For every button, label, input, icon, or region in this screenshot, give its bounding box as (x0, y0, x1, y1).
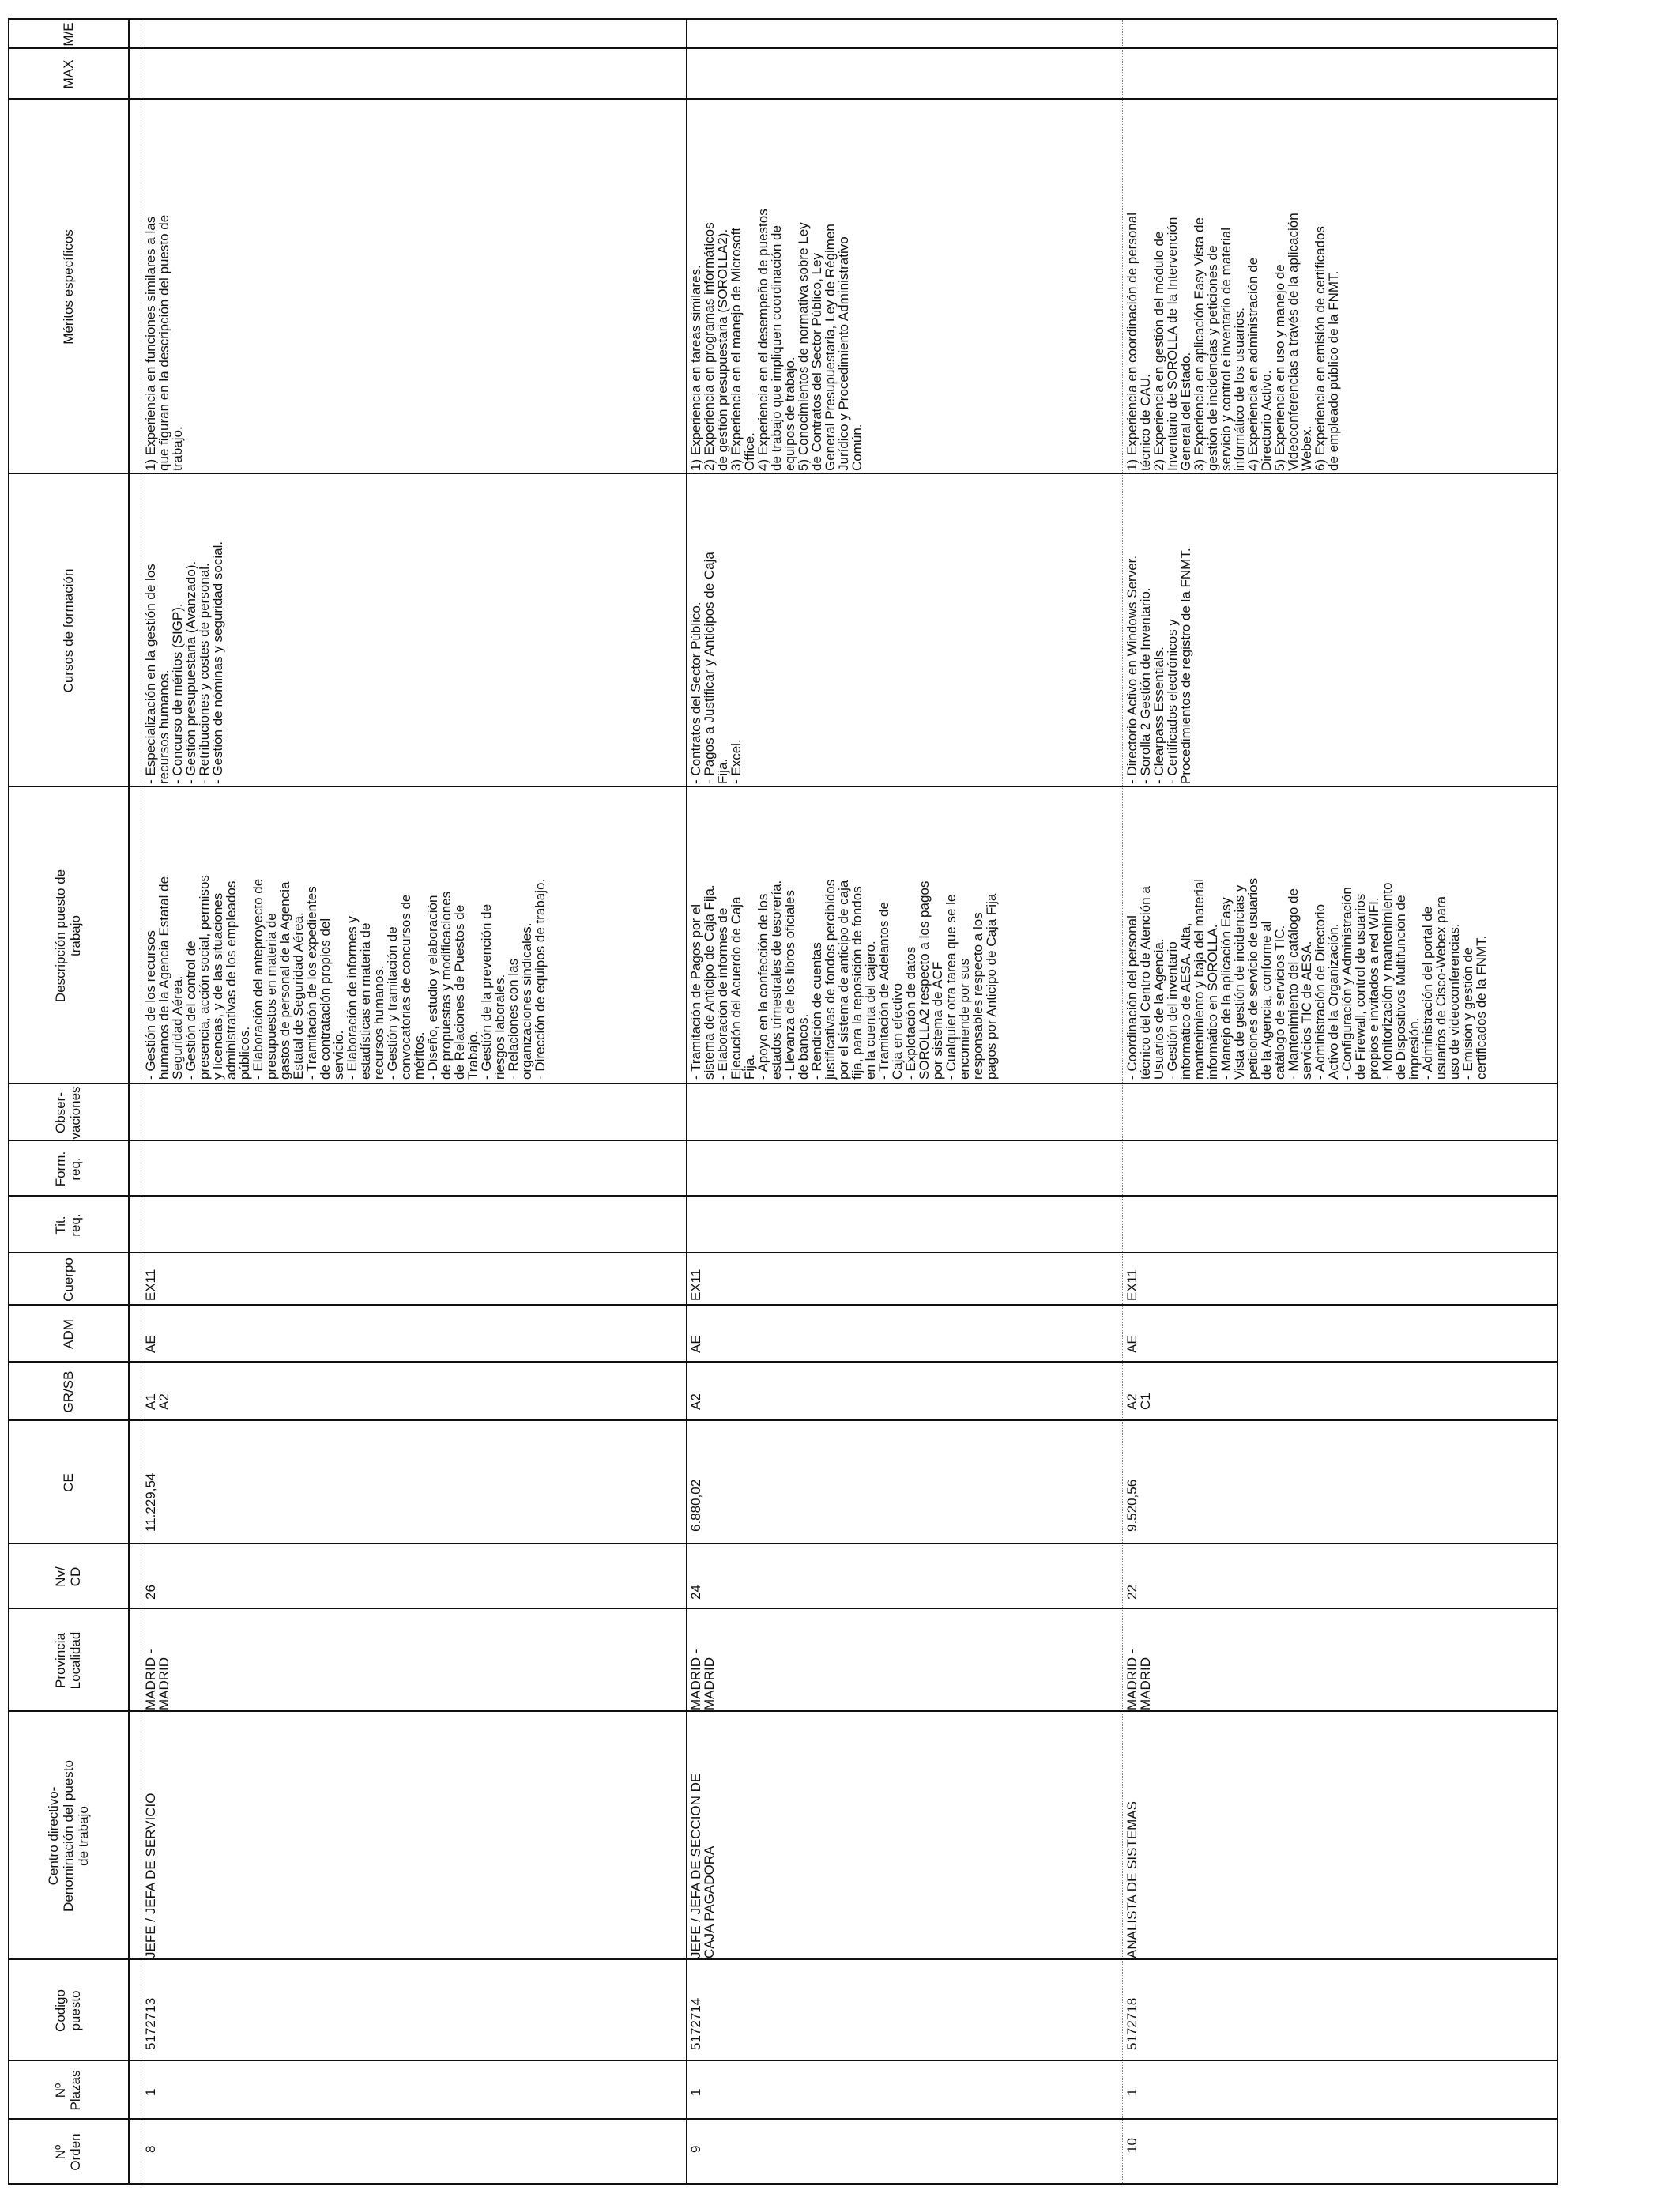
col-border (8, 1710, 1557, 1712)
header-orden: Nº Orden (53, 2133, 83, 2171)
col-border (8, 1419, 1557, 1421)
cell-cuerpo: EX11 (1124, 1269, 1139, 1301)
header-cuerpo: Cuerpo (60, 1257, 76, 1302)
cell-provincia: MADRID - MADRID (143, 1649, 171, 1710)
col-border (8, 1195, 1557, 1197)
header-observaciones: Obser- vaciones (53, 1086, 83, 1140)
cell-descripcion: - Tramitación de Pagos por el sistema de Anticipo de Caja Fija. - Elaboración de informes de Ejecución del Acuerdo de Caja Fija. - Apoyo en la confección de los estados trimestrales de tesorería. - Llevanza de los libros oficiales de bancos. - Rendición de cuentas justificativas de fondos percibidos por el sistema de anticipo de caja fija, para la reposición de fondos en la cuenta del cajero. - Tramitación de Adelantos de Caja en efectivo - Explotación de datos SOROLLA2 respecto a los pagos por sistema de ACF - Cualquier otra tarea que se le encomiende por sus responsables respecto a los pagos por Anticipo de Caja Fija (688, 879, 999, 1080)
col-border (8, 18, 1557, 20)
header-grupo: GR/SB (60, 1370, 76, 1413)
col-border (8, 473, 1557, 474)
header-ce: CE (60, 1473, 76, 1492)
cell-cursos: - Especialización en la gestión de los recursos humanos. - Concurso de méritos (SIGP). - Gestión presupuestaria (Avanzado). - Retribuciones y costes de personal. - Gestión de nóminas y seguridad social. (143, 541, 225, 784)
col-border (8, 1608, 1557, 1609)
col-border (8, 1361, 1557, 1363)
header-descripcion: Descripción puesto de trabajo (53, 869, 83, 1003)
col-border (8, 2118, 1557, 2120)
header-formacion: Form. req. (53, 1151, 83, 1187)
cell-codigo: 5172714 (688, 1997, 703, 2050)
header-cursos: Cursos de formación (60, 568, 76, 693)
col-border (8, 2183, 1557, 2185)
cell-meritos: 1) Experiencia en coordinación de personal técnico de CAU. 2) Experiencia en gestión del módulo de Inventario de SOROLLA de la Intervención General del Estado. 3) Experiencia en aplicación Easy Vista de gestión de incidencias y peticiones de servicio y control e inventario de material informático de los usuarios. 4) Experiencia en administración de Directorio Activo. 5) Experiencia en uso y manejo de Videoconferencias a través de la aplicación Webex. 6) Experiencia en emisión de certificados de empleado público de la FNMT. (1124, 213, 1341, 471)
col-border (8, 786, 1557, 787)
table-bottom-border (1557, 20, 1558, 2185)
cell-nivel: 24 (688, 1585, 703, 1600)
cell-cursos: - Directorio Activo en Windows Server. - Sorolla 2 Gestión de Inventario. - Clearpass Essentials. - Certificados electrónicos y Procedimientos de registro de la FNMT. (1124, 548, 1193, 784)
cell-nivel: 26 (143, 1585, 158, 1600)
row-separator (686, 20, 687, 2185)
cell-orden: 9 (688, 2145, 703, 2153)
header-centro: Centro directivo- Denominación del puesto de trabajo (45, 1760, 91, 1912)
cell-grupo: A2 (688, 1393, 703, 1410)
cell-grupo: A1 A2 (143, 1393, 171, 1410)
header-titulacion: Tit. req. (53, 1213, 83, 1237)
col-border (8, 1543, 1557, 1544)
cell-centro: JEFE / JEFA DE SERVICIO (143, 1793, 158, 1958)
col-border (8, 1083, 1557, 1084)
cell-meritos: 1) Experiencia en funciones similares a las que figuran en la descripción del puesto de trabajo. (143, 214, 185, 471)
col-border (8, 1140, 1557, 1141)
cell-cursos: - Contratos del Sector Público. - Pagos a Justificar y Anticipos de Caja Fija. - Excel. (688, 552, 744, 784)
header-me: M/E (60, 22, 76, 47)
cell-codigo: 5172718 (1124, 1997, 1139, 2050)
cell-descripcion: - Gestión de los recursos humanos de la Agencia Estatal de Seguridad Aérea. - Gestión del control de presencia, acción social, permisos y licencias, y de las situaciones administrativas de los empleados públicos. - Elaboración del anteproyecto de presupuestos en materia de gastos de personal de la Agencia Estatal de Seguridad Aérea. - Tramitación de los expedientes de contratación propios del servicio. - Elaboración de informes y estadísticas en materia de recursos humanos. - Gestión y tramitación de convocatorias de concursos de méritos. - Diseño, estudio y elaboración de propuestas y modificaciones de Relaciones de Puestos de Trabajo. - Gestión de la prevención de riesgos laborales. - Relaciones con las organizaciones sindicales. - Dirección de equipos de trabajo. (143, 875, 548, 1080)
cell-codigo: 5172713 (143, 1997, 158, 2050)
header-max: MAX (60, 59, 76, 89)
cell-ce: 9.520,56 (1124, 1479, 1139, 1532)
cell-descripcion: - Coordinación del personal técnico del Centro de Atención a Usuarios de la Agencia. - Gestión del inventario informático de AESA. Alta, mantenimiento y baja del material informático en SOROLLA. - Manejo de la aplicación Easy Vista de gestión de incidencias y peticiones de servicio de usuarios de la Agencia, conforme al catálogo de servicios TIC. - Mantenimiento del catálogo de servicios TIC de AESA. - Administración de Directorio Activo de la Organización. - Configuración y Administración de Firewall, control de usuarios propios e invitados a red WIFI. - Monitorización y mantenimiento de Dispositivos Multifunción de impresión. - Administración del portal de usuarios de Cisco-Webex para uso de videoconferencias. - Emisión y gestión de certificados de la FNMT. (1124, 877, 1489, 1080)
cell-ce: 6.880,02 (688, 1479, 703, 1532)
col-border (8, 1958, 1557, 1960)
header-plazas: Nº Plazas (53, 2070, 83, 2111)
cell-orden: 8 (143, 2145, 158, 2153)
cell-grupo: A2 C1 (1124, 1393, 1153, 1410)
cell-centro: ANALISTA DE SISTEMAS (1124, 1800, 1139, 1958)
row-separator-dotted (1122, 20, 1123, 2185)
col-border (8, 47, 1557, 49)
cell-meritos: 1) Experiencia en tareas similares. 2) Experiencia en programas informáticos de gestión presupuestaria (SOROLLA2). 3) Experiencia en el manejo de Microsoft Office. 4) Experiencia en el desempeño de puestos de trabajo que impliquen coordinación de equipos de trabajo. 5) Conocimientos de normativa sobre Ley de Contratos del Sector Público, Ley General Presupuestaria, Ley de Régimen Jurídico y Procedimiento Administrativo Común. (688, 209, 864, 471)
col-border (8, 1304, 1557, 1306)
cell-ce: 11.229,54 (143, 1472, 158, 1532)
header-nivel: Nv/ CD (53, 1566, 83, 1587)
col-border (8, 2060, 1557, 2061)
cell-cuerpo: EX11 (688, 1269, 703, 1301)
header-adm: ADM (60, 1319, 76, 1349)
cell-centro: JEFE / JEFA DE SECCION DE CAJA PAGADORA (688, 1773, 717, 1958)
col-border (8, 98, 1557, 100)
header-codigo: Codigo puesto (53, 1989, 83, 2032)
cell-orden: 10 (1124, 2138, 1139, 2153)
cell-provincia: MADRID - MADRID (1124, 1649, 1153, 1710)
cell-cuerpo: EX11 (143, 1269, 158, 1301)
header-provincia: Provincia Localidad (53, 1631, 83, 1690)
header-bottom-border (128, 20, 130, 2185)
cell-adm: AE (143, 1335, 158, 1353)
cell-nivel: 22 (1124, 1585, 1139, 1600)
cell-plazas: 1 (1124, 2088, 1139, 2096)
cell-provincia: MADRID - MADRID (688, 1649, 717, 1710)
header-meritos: Méritos específicos (60, 229, 76, 345)
col-border (8, 1252, 1557, 1253)
cell-adm: AE (1124, 1335, 1139, 1353)
cell-plazas: 1 (143, 2088, 158, 2096)
cell-plazas: 1 (688, 2088, 703, 2096)
cell-adm: AE (688, 1335, 703, 1353)
